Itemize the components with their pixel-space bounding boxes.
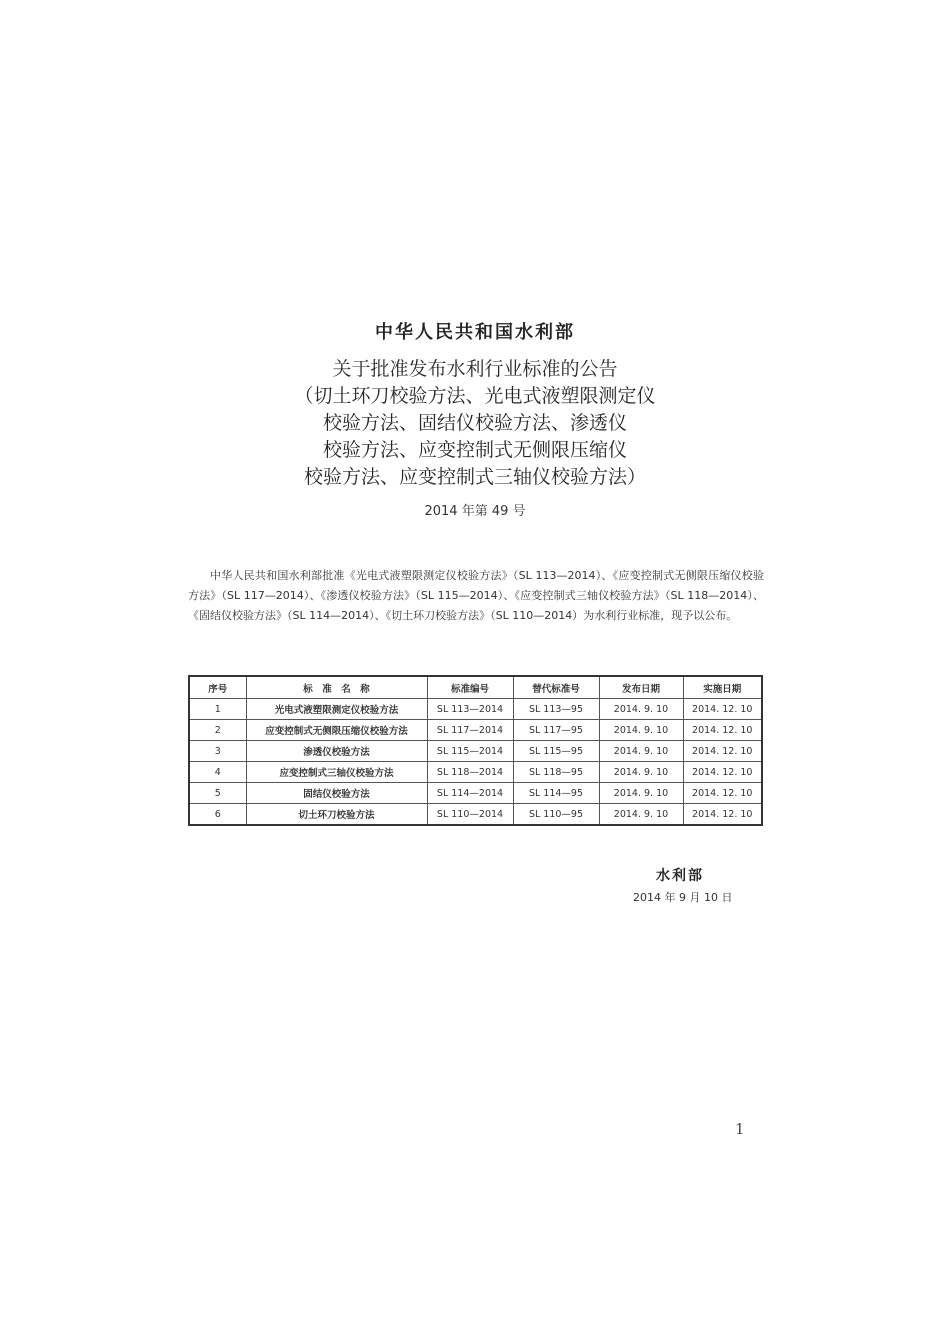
- title-line: （切土环刀校验方法、光电式液塑限测定仪: [294, 385, 656, 407]
- standards-table: [188, 675, 763, 826]
- issuer-heading: 中华人民共和国水利部: [375, 322, 575, 343]
- table-row: [189, 699, 762, 720]
- table-row: [189, 741, 762, 762]
- cell-standard-code: SL 115—2014: [427, 741, 513, 762]
- cell-standard-name: 应变控制式三轴仪校验方法: [246, 762, 427, 783]
- cell-effective-date: 2014. 12. 10: [683, 699, 762, 720]
- cell-index: 3: [189, 741, 246, 762]
- cell-replaced-code: SL 114—95: [513, 783, 599, 804]
- cell-standard-name: 应变控制式无侧限压缩仪校验方法: [246, 720, 427, 741]
- table-header-row: [189, 676, 762, 699]
- cell-replaced-code: SL 113—95: [513, 699, 599, 720]
- header-effective-date: 实施日期: [683, 676, 762, 699]
- cell-effective-date: 2014. 12. 10: [683, 741, 762, 762]
- cell-release-date: 2014. 9. 10: [599, 783, 683, 804]
- table-row: [189, 720, 762, 741]
- cell-release-date: 2014. 9. 10: [599, 804, 683, 826]
- table-row: [189, 804, 762, 826]
- title-line: 校验方法、应变控制式无侧限压缩仪: [322, 439, 627, 461]
- header-replaced-code: 替代标准号: [513, 676, 599, 699]
- cell-index: 5: [189, 783, 246, 804]
- header-index: 序号: [189, 676, 246, 699]
- table-row: [189, 783, 762, 804]
- title-line: 关于批准发布水利行业标准的公告: [332, 358, 618, 380]
- notice-body: 中华人民共和国水利部批准《光电式液塑限测定仪校验方法》（SL 113—2014）、《应变控制式无侧限压缩仪校验方法》（SL 117—2014）、《渗透仪校验方法》（SL 115—2014）、《应变控制式三轴仪校验方法》（SL 118—2014）、《固结仪校验方法》（SL 114—2014）、《切土环刀校验方法》（SL 110—2014）为水利行业标准，现予以公布。: [188, 569, 764, 622]
- header-standard-name: 标 准 名 称: [246, 676, 427, 699]
- title-line: 校验方法、固结仪校验方法、渗透仪: [322, 412, 627, 434]
- header-standard-code: 标准编号: [427, 676, 513, 699]
- cell-standard-code: SL 110—2014: [427, 804, 513, 826]
- cell-effective-date: 2014. 12. 10: [683, 783, 762, 804]
- cell-index: 6: [189, 804, 246, 826]
- cell-release-date: 2014. 9. 10: [599, 720, 683, 741]
- cell-release-date: 2014. 9. 10: [599, 699, 683, 720]
- signature-issuer: 水利部: [656, 868, 704, 884]
- cell-standard-name: 光电式液塑限测定仪校验方法: [246, 699, 427, 720]
- cell-standard-code: SL 118—2014: [427, 762, 513, 783]
- signature-date: 2014 年 9 月 10 日: [633, 891, 733, 904]
- table-row: [189, 762, 762, 783]
- cell-index: 1: [189, 699, 246, 720]
- notice-title: [0, 356, 950, 491]
- cell-release-date: 2014. 9. 10: [599, 741, 683, 762]
- cell-standard-name: 渗透仪校验方法: [246, 741, 427, 762]
- cell-release-date: 2014. 9. 10: [599, 762, 683, 783]
- cell-replaced-code: SL 117—95: [513, 720, 599, 741]
- cell-index: 4: [189, 762, 246, 783]
- cell-replaced-code: SL 115—95: [513, 741, 599, 762]
- cell-index: 2: [189, 720, 246, 741]
- cell-standard-code: SL 117—2014: [427, 720, 513, 741]
- cell-effective-date: 2014. 12. 10: [683, 720, 762, 741]
- cell-standard-code: SL 114—2014: [427, 783, 513, 804]
- cell-effective-date: 2014. 12. 10: [683, 762, 762, 783]
- header-release-date: 发布日期: [599, 676, 683, 699]
- page-number: 1: [735, 1120, 745, 1138]
- title-line: 校验方法、应变控制式三轴仪校验方法）: [303, 466, 646, 488]
- cell-effective-date: 2014. 12. 10: [683, 804, 762, 826]
- cell-standard-code: SL 113—2014: [427, 699, 513, 720]
- cell-standard-name: 固结仪校验方法: [246, 783, 427, 804]
- cell-replaced-code: SL 118—95: [513, 762, 599, 783]
- document-number: 2014 年第 49 号: [424, 504, 526, 519]
- cell-standard-name: 切土环刀校验方法: [246, 804, 427, 826]
- cell-replaced-code: SL 110—95: [513, 804, 599, 826]
